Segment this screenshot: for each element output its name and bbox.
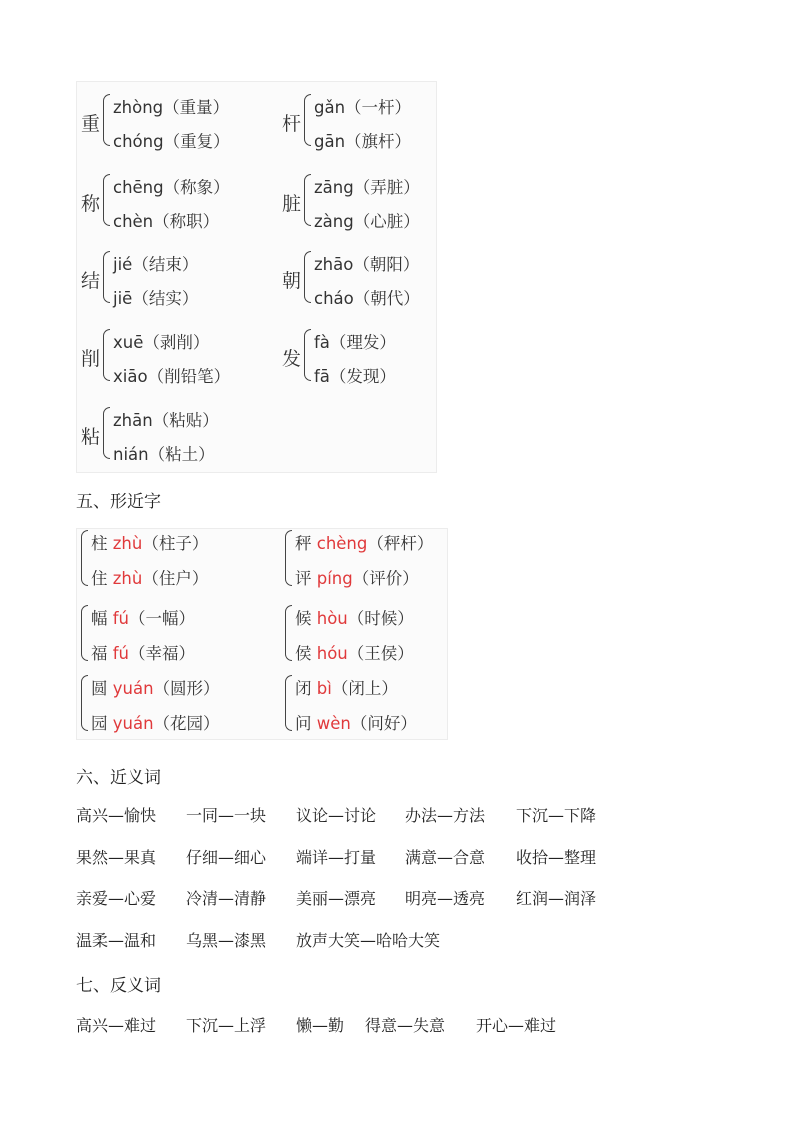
pinyin: yuán — [112, 714, 154, 733]
close-paren: ） — [402, 569, 419, 588]
brace — [304, 174, 311, 226]
close-paren: ） — [202, 212, 220, 231]
open-paren: （ — [163, 98, 180, 117]
pinyin: hòu — [316, 609, 348, 628]
brace — [103, 329, 110, 381]
close-paren: ） — [178, 609, 196, 628]
example-word: 住户 — [158, 569, 192, 588]
pinyin: fú — [112, 644, 130, 663]
similar-chars-table — [76, 528, 448, 740]
open-paren: （ — [153, 212, 170, 231]
pinyin: jié — [113, 255, 133, 274]
close-paren: ） — [178, 644, 196, 663]
pinyin: zhù — [112, 569, 143, 588]
character: 闭 — [295, 679, 312, 698]
close-paren: ） — [394, 132, 412, 151]
polyphone-char: 粘 — [81, 426, 101, 448]
reading-line — [113, 441, 215, 465]
close-paren: ） — [379, 367, 396, 386]
close-paren: ） — [397, 609, 414, 628]
similar-char-line — [91, 605, 195, 629]
open-paren: （ — [353, 178, 371, 197]
word-pair: 收拾—整理 — [516, 847, 597, 867]
open-paren: （ — [129, 609, 146, 628]
close-paren: ） — [400, 714, 417, 733]
polyphone-char: 重 — [81, 113, 101, 135]
brace — [304, 251, 311, 303]
close-paren: ） — [202, 411, 219, 430]
close-paren: ） — [191, 569, 209, 588]
word-pair: 明亮—透亮 — [405, 889, 486, 908]
open-paren: （ — [147, 367, 165, 386]
reading-line — [314, 94, 411, 118]
similar-char-line — [91, 640, 195, 664]
reading-line — [113, 208, 219, 232]
reading-line — [113, 407, 219, 431]
polyphone-char: 杆 — [282, 113, 302, 135]
reading-line — [113, 363, 230, 387]
open-paren: （ — [352, 569, 370, 588]
open-paren: （ — [163, 178, 181, 197]
polyphone-table — [76, 81, 437, 473]
similar-char-line — [295, 565, 419, 589]
character: 秤 — [295, 534, 312, 553]
reading-line — [314, 251, 419, 275]
word-pair: 办法—方法 — [405, 806, 486, 825]
close-paren: ） — [181, 255, 199, 274]
brace — [103, 407, 110, 459]
word-pair: 一同—一块 — [186, 806, 267, 825]
open-paren: （ — [329, 367, 347, 386]
similar-char-line — [91, 710, 220, 734]
close-paren: ） — [181, 289, 199, 308]
close-paren: ） — [402, 255, 420, 274]
word-pair: 亲爱—心爱 — [76, 889, 157, 908]
polyphone-char: 称 — [81, 193, 101, 215]
polyphone-char: 朝 — [282, 270, 302, 292]
word-pair: 红润—润泽 — [516, 889, 597, 908]
section-title-synonyms: 六、近义词 — [76, 768, 161, 788]
open-paren: （ — [142, 569, 159, 588]
pinyin: zhù — [112, 534, 143, 553]
word-pair: 乌黑—漆黑 — [186, 930, 267, 950]
polyphone-char: 结 — [81, 270, 101, 292]
example-word: 剥削 — [159, 333, 193, 352]
open-paren: （ — [153, 714, 171, 733]
close-paren: ） — [203, 679, 220, 698]
open-paren: （ — [152, 411, 170, 430]
example-word: 粘贴 — [169, 411, 203, 430]
example-word: 圆形 — [170, 679, 204, 698]
pinyin: zàng — [314, 212, 354, 231]
open-paren: （ — [347, 644, 365, 663]
pinyin: zāng — [314, 178, 354, 197]
brace — [103, 94, 110, 146]
example-word: 结实 — [148, 289, 182, 308]
brace — [285, 530, 292, 586]
word-pair: 下沉—下降 — [516, 806, 597, 825]
reading-line — [314, 208, 420, 232]
close-paren: ） — [213, 132, 230, 151]
brace — [304, 94, 311, 146]
reading-line — [314, 174, 420, 198]
word-pair: 高兴—难过 — [76, 1016, 157, 1035]
open-paren: （ — [350, 714, 368, 733]
example-word: 幸福 — [145, 644, 179, 663]
character: 评 — [295, 569, 312, 588]
word-pair: 议论—讨论 — [296, 806, 377, 825]
close-paren: ） — [403, 178, 420, 197]
example-word: 称职 — [169, 212, 203, 231]
word-pair: 下沉—上浮 — [186, 1016, 267, 1035]
similar-char-line — [91, 565, 208, 589]
brace — [285, 675, 292, 731]
brace — [81, 530, 88, 586]
open-paren: （ — [132, 289, 149, 308]
example-word: 问好 — [367, 714, 401, 733]
word-pair: 得意—失意 — [365, 1016, 446, 1035]
close-paren: ） — [198, 445, 215, 464]
example-word: 一幅 — [145, 609, 179, 628]
pinyin: zhāo — [314, 255, 354, 274]
pinyin: zhān — [113, 411, 153, 430]
character: 侯 — [295, 644, 312, 663]
example-word: 闭上 — [348, 679, 382, 698]
brace — [81, 605, 88, 661]
example-word: 弄脏 — [370, 178, 404, 197]
close-paren: ） — [191, 534, 209, 553]
example-word: 时候 — [364, 609, 398, 628]
reading-line — [314, 363, 396, 387]
word-pair: 冷清—清静 — [186, 889, 267, 908]
similar-char-line — [295, 605, 414, 629]
character: 柱 — [91, 534, 108, 553]
close-paren: ） — [379, 333, 396, 352]
pinyin: chēng — [113, 178, 164, 197]
pinyin: fà — [314, 333, 330, 352]
reading-line — [113, 329, 209, 353]
pinyin: wèn — [316, 714, 351, 733]
close-paren: ） — [192, 333, 210, 352]
open-paren: （ — [353, 255, 370, 274]
character: 问 — [295, 714, 312, 733]
polyphone-char: 脏 — [282, 193, 302, 215]
reading-line — [113, 174, 230, 198]
word-pair: 开心—难过 — [476, 1016, 557, 1035]
reading-line — [314, 329, 396, 353]
pinyin: xuē — [113, 333, 144, 352]
similar-char-line — [295, 640, 414, 664]
close-paren: ） — [203, 714, 220, 733]
open-paren: （ — [353, 212, 371, 231]
example-word: 一杆 — [361, 98, 395, 117]
close-paren: ） — [403, 212, 420, 231]
character: 园 — [91, 714, 108, 733]
pinyin: fā — [314, 367, 330, 386]
similar-char-line — [295, 710, 417, 734]
section-title-antonyms: 七、反义词 — [76, 976, 161, 996]
similar-char-line — [295, 530, 433, 554]
word-pair: 懒—勤 — [296, 1016, 345, 1035]
word-pair: 温柔—温和 — [76, 930, 157, 950]
open-paren: （ — [367, 534, 384, 553]
open-paren: （ — [153, 679, 171, 698]
pinyin: píng — [316, 569, 353, 588]
open-paren: （ — [345, 98, 362, 117]
pinyin: chóng — [113, 132, 164, 151]
close-paren: ） — [213, 367, 231, 386]
pinyin: chèng — [316, 534, 368, 553]
word-pair: 仔细—细心 — [186, 847, 267, 867]
pinyin: yuán — [112, 679, 154, 698]
pinyin: bì — [316, 679, 332, 698]
close-paren: ） — [394, 98, 412, 117]
polyphone-char: 发 — [282, 348, 302, 370]
example-word: 朝阳 — [369, 255, 403, 274]
pinyin: jiē — [113, 289, 133, 308]
character: 幅 — [91, 609, 108, 628]
example-word: 削铅笔 — [164, 367, 214, 386]
close-paren: ） — [397, 644, 414, 663]
character: 圆 — [91, 679, 108, 698]
reading-line — [113, 128, 230, 152]
reading-line — [314, 285, 420, 309]
pinyin: gān — [314, 132, 346, 151]
open-paren: （ — [129, 644, 146, 663]
pinyin: gǎn — [314, 98, 346, 117]
word-pair: 果然—果真 — [76, 847, 157, 867]
brace — [103, 174, 110, 226]
character: 住 — [91, 569, 108, 588]
pinyin: zhòng — [113, 98, 164, 117]
example-word: 花园 — [170, 714, 204, 733]
word-pair: 高兴—愉快 — [76, 806, 157, 825]
example-word: 称象 — [180, 178, 214, 197]
similar-char-line — [91, 675, 220, 699]
example-word: 柱子 — [158, 534, 192, 553]
open-paren: （ — [142, 534, 159, 553]
open-paren: （ — [329, 333, 347, 352]
example-word: 秤杆 — [383, 534, 417, 553]
pinyin: xiāo — [113, 367, 148, 386]
open-paren: （ — [148, 445, 166, 464]
character: 候 — [295, 609, 312, 628]
close-paren: ） — [213, 178, 230, 197]
open-paren: （ — [331, 679, 349, 698]
example-word: 朝代 — [370, 289, 404, 308]
close-paren: ） — [416, 534, 434, 553]
similar-char-line — [295, 675, 398, 699]
open-paren: （ — [345, 132, 362, 151]
example-word: 发现 — [346, 367, 380, 386]
reading-line — [314, 128, 411, 152]
pinyin: hóu — [316, 644, 348, 663]
word-pair: 端详—打量 — [296, 847, 377, 867]
example-word: 评价 — [369, 569, 403, 588]
reading-line — [113, 285, 198, 309]
brace — [81, 675, 88, 731]
word-pair: 满意—合意 — [405, 847, 486, 867]
similar-char-line — [91, 530, 208, 554]
brace — [285, 605, 292, 661]
open-paren: （ — [132, 255, 149, 274]
pinyin: nián — [113, 445, 149, 464]
brace — [304, 329, 311, 381]
character: 福 — [91, 644, 108, 663]
open-paren: （ — [347, 609, 365, 628]
open-paren: （ — [143, 333, 160, 352]
example-word: 心脏 — [370, 212, 404, 231]
close-paren: ） — [403, 289, 420, 308]
example-word: 重量 — [179, 98, 213, 117]
example-word: 结束 — [148, 255, 182, 274]
example-word: 王侯 — [364, 644, 398, 663]
pinyin: fú — [112, 609, 130, 628]
word-pair: 放声大笑—哈哈大笑 — [296, 930, 441, 950]
open-paren: （ — [163, 132, 181, 151]
example-word: 理发 — [346, 333, 380, 352]
reading-line — [113, 251, 198, 275]
reading-line — [113, 94, 229, 118]
close-paren: ） — [212, 98, 230, 117]
example-word: 粘土 — [165, 445, 199, 464]
polyphone-char: 削 — [81, 348, 101, 370]
close-paren: ） — [381, 679, 398, 698]
pinyin: cháo — [314, 289, 354, 308]
example-word: 重复 — [180, 132, 214, 151]
example-word: 旗杆 — [361, 132, 395, 151]
brace — [103, 251, 110, 303]
open-paren: （ — [353, 289, 371, 308]
pinyin: chèn — [113, 212, 154, 231]
section-title-similar-chars: 五、形近字 — [76, 492, 161, 512]
word-pair: 美丽—漂亮 — [296, 889, 377, 908]
